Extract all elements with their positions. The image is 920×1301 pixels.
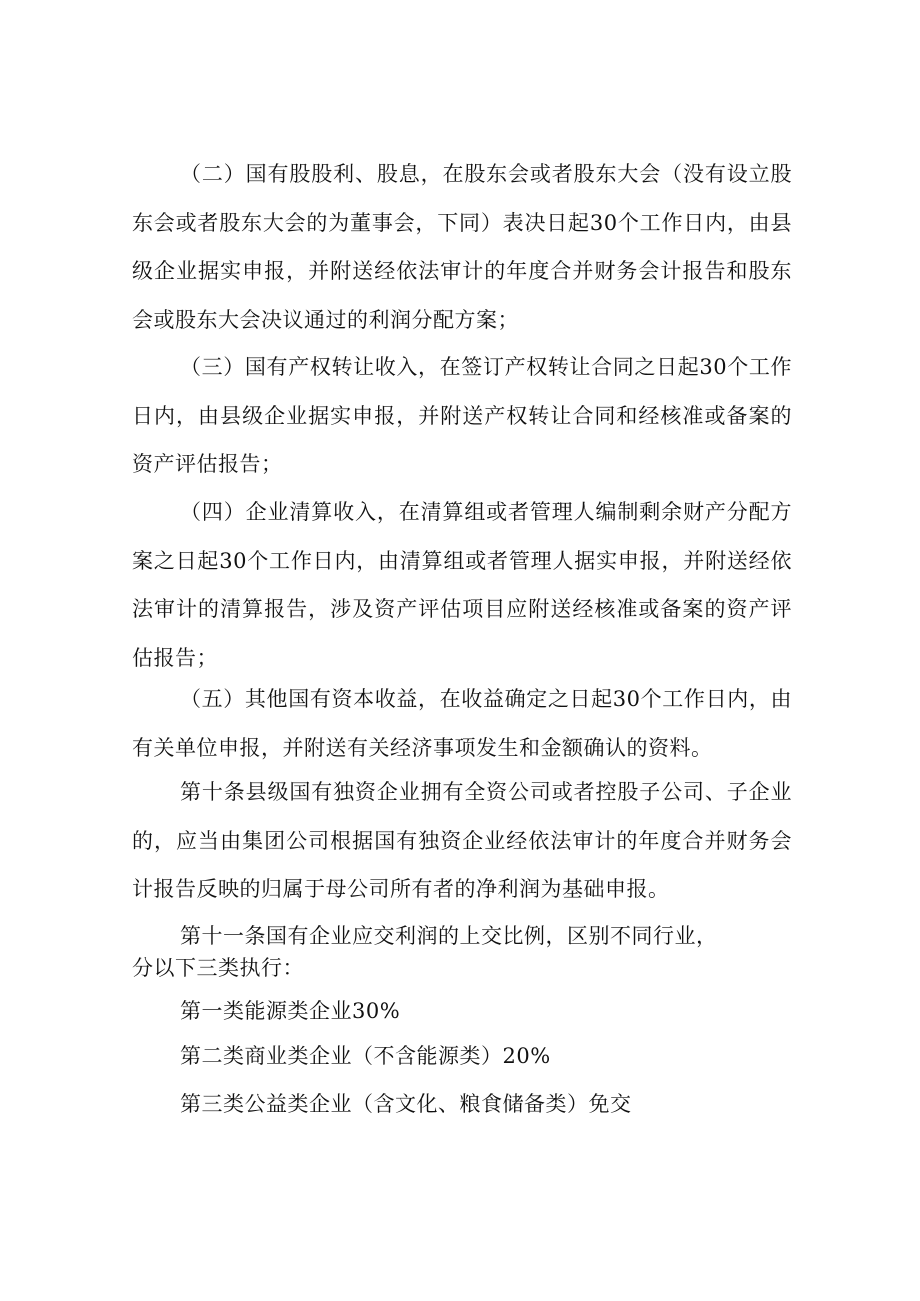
article-eleven-line2: 分以下三类执行： — [132, 956, 304, 980]
category-energy: 第一类能源类企业30% — [180, 999, 401, 1023]
paragraph-property-transfer: （三）国有产权转让收入，在签订产权转让合同之日起30个工作日内，由县级企业据实申报，并附送产权转让合同和经核准或备案的资产评估报告； — [132, 355, 792, 476]
category-commerce: 第二类商业类企业（不含能源类）20% — [180, 1044, 551, 1068]
article-eleven-line1: 第十一条国有企业应交利润的上交比例，区别不同行业， — [180, 924, 718, 948]
paragraph-article-ten: 第十条县级国有独资企业拥有全资公司或者控股子公司、子企业的，应当由集团公司根据国有独资企业经依法审计的年度合并财务会计报告反映的归属于母公司所有者的净利润为基础申报。 — [132, 780, 792, 901]
paragraph-dividends: （二）国有股股利、股息，在股东会或者股东大会（没有设立股东会或者股东大会的为董事会，下同）表决日起30个工作日内，由县级企业据实申报，并附送经依法审计的年度合并财务会计报告和股东会或股东大会决议通过的利润分配方案； — [132, 162, 792, 332]
paragraph-other-income: （五）其他国有资本收益，在收益确定之日起30个工作日内，由有关单位申报，并附送有关经济事项发生和金额确认的资料。 — [132, 687, 792, 760]
category-public-welfare: 第三类公益类企业（含文化、粮食储备类）免交 — [180, 1092, 632, 1116]
paragraph-liquidation: （四）企业清算收入，在清算组或者管理人编制剩余财产分配方案之日起30个工作日内，由清算组或者管理人据实申报，并附送经依法审计的清算报告，涉及资产评估项目应附送经核准或备案的资产评估报告； — [132, 500, 792, 670]
